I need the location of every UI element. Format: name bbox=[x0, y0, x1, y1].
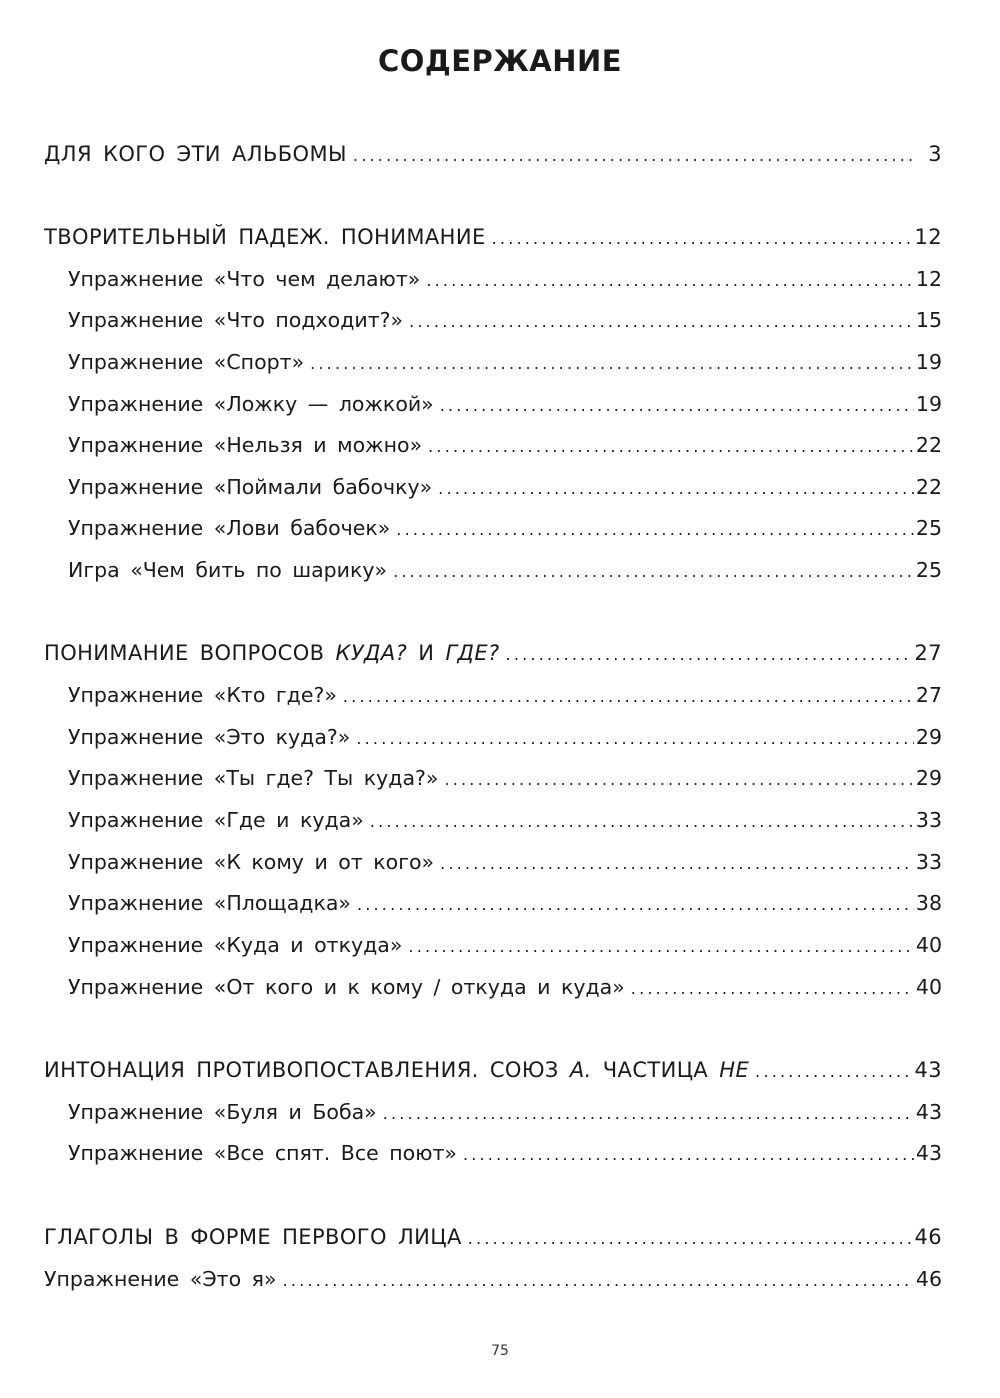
toc-page-number: 19 bbox=[915, 392, 942, 416]
toc-entry[interactable] bbox=[68, 847, 942, 877]
dot-leader bbox=[356, 724, 914, 754]
dot-leader bbox=[370, 807, 914, 837]
toc-entry[interactable] bbox=[68, 1138, 942, 1168]
dot-leader bbox=[440, 849, 914, 879]
toc-entry[interactable] bbox=[68, 264, 942, 294]
toc-entry-label: Упражнение «Куда и откуда» bbox=[68, 933, 403, 957]
dot-leader bbox=[444, 765, 913, 795]
dot-leader bbox=[396, 515, 914, 545]
toc-entry-label: Упражнение «Нельзя и можно» bbox=[68, 433, 423, 457]
toc-entry[interactable] bbox=[68, 805, 942, 835]
toc-entry-label: Упражнение «Это я» bbox=[44, 1267, 277, 1291]
heading-text: ИНТОНАЦИЯ ПРОТИВОПОСТАВЛЕНИЯ. СОЮЗ bbox=[44, 1058, 570, 1082]
toc-entry-label: Упражнение «Кто где?» bbox=[68, 683, 337, 707]
toc-entry-label: Упражнение «Площадка» bbox=[68, 891, 351, 915]
toc-entry-label: Упражнение «К кому и от кого» bbox=[68, 850, 435, 874]
toc-heading[interactable] bbox=[44, 1222, 942, 1252]
dot-leader bbox=[383, 1099, 914, 1129]
dot-leader bbox=[463, 1140, 914, 1170]
dot-leader bbox=[426, 266, 914, 296]
dot-leader bbox=[428, 432, 914, 462]
toc-heading[interactable] bbox=[44, 139, 942, 169]
toc-page-number: 46 bbox=[914, 1225, 942, 1249]
toc-entry-label: Упражнение «Что чем делают» bbox=[68, 267, 421, 291]
dot-leader bbox=[393, 557, 914, 587]
toc-entry-label: Упражнение «Спорт» bbox=[68, 350, 305, 374]
toc-page-number: 43 bbox=[915, 1141, 942, 1165]
toc-entry[interactable] bbox=[68, 555, 942, 585]
heading-italic-text: ГДЕ? bbox=[445, 641, 500, 665]
toc-entry[interactable] bbox=[68, 305, 942, 335]
page-title: СОДЕРЖАНИЕ bbox=[377, 44, 623, 78]
toc-entry[interactable] bbox=[68, 389, 942, 419]
toc-page-number: 12 bbox=[914, 225, 942, 249]
dot-leader bbox=[353, 141, 918, 171]
toc-page-number: 33 bbox=[915, 850, 942, 874]
toc-page-number: 43 bbox=[914, 1058, 942, 1082]
toc-entry-label: Упражнение «Ты где? Ты куда?» bbox=[68, 766, 439, 790]
toc-page-number: 33 bbox=[915, 808, 942, 832]
heading-text: ЧАСТИЦА bbox=[591, 1058, 720, 1082]
toc-entry-label: Игра «Чем бить по шарику» bbox=[68, 558, 388, 582]
toc-heading-label bbox=[44, 1055, 749, 1085]
toc-entry[interactable] bbox=[68, 930, 942, 960]
toc-entry[interactable] bbox=[68, 763, 942, 793]
toc-entry[interactable] bbox=[68, 1097, 942, 1127]
toc-heading-label: ДЛЯ КОГО ЭТИ АЛЬБОМЫ bbox=[44, 142, 347, 166]
toc-entry-label: Упражнение «Это куда?» bbox=[68, 725, 351, 749]
heading-text: ПОНИМАНИЕ ВОПРОСОВ bbox=[44, 641, 336, 665]
toc-page-number: 22 bbox=[915, 475, 942, 499]
toc-page-number: 27 bbox=[915, 683, 942, 707]
toc-entry[interactable] bbox=[68, 680, 942, 710]
toc-heading-label bbox=[44, 638, 500, 668]
toc-entry-label: Упражнение «От кого и к кому / откуда и куда» bbox=[68, 975, 625, 999]
toc-page-number: 40 bbox=[915, 975, 942, 999]
toc-page-number: 38 bbox=[915, 891, 942, 915]
heading-italic-text: КУДА? bbox=[335, 641, 408, 665]
heading-italic-text: А. bbox=[569, 1058, 592, 1082]
toc-entry[interactable] bbox=[68, 513, 942, 543]
toc-entry[interactable] bbox=[68, 472, 942, 502]
dot-leader bbox=[468, 1224, 913, 1254]
toc-heading-label: ГЛАГОЛЫ В ФОРМЕ ПЕРВОГО ЛИЦА bbox=[44, 1225, 462, 1249]
toc-page-number: 3 bbox=[928, 142, 942, 166]
toc-heading[interactable] bbox=[44, 222, 942, 252]
toc-entry-label: Упражнение «Лови бабочек» bbox=[68, 516, 391, 540]
toc-entry[interactable] bbox=[68, 888, 942, 918]
toc-page-number: 29 bbox=[915, 725, 942, 749]
toc-page-number: 46 bbox=[915, 1267, 942, 1291]
toc-page-number: 43 bbox=[915, 1100, 942, 1124]
dot-leader bbox=[283, 1266, 914, 1296]
dot-leader bbox=[492, 224, 913, 254]
dot-leader bbox=[755, 1057, 912, 1087]
heading-italic-text: НЕ bbox=[719, 1058, 750, 1082]
toc-entry-label: Упражнение «Все спят. Все поют» bbox=[68, 1141, 457, 1165]
dot-leader bbox=[408, 932, 914, 962]
toc-page-number: 27 bbox=[914, 641, 942, 665]
dot-leader bbox=[310, 349, 914, 379]
toc-entry-label: Упражнение «Ложку — ложкой» bbox=[68, 392, 434, 416]
toc-heading[interactable] bbox=[44, 638, 942, 668]
toc-entry-label: Упражнение «Поймали бабочку» bbox=[68, 475, 433, 499]
toc-entry[interactable] bbox=[68, 347, 942, 377]
toc-heading-label: ТВОРИТЕЛЬНЫЙ ПАДЕЖ. ПОНИМАНИЕ bbox=[44, 225, 486, 249]
toc-page-number: 25 bbox=[915, 516, 942, 540]
toc-page-number: 29 bbox=[915, 766, 942, 790]
toc-entry[interactable] bbox=[68, 430, 942, 460]
dot-leader bbox=[409, 307, 914, 337]
dot-leader bbox=[631, 974, 914, 1004]
heading-text: И bbox=[407, 641, 446, 665]
toc-page-number: 25 bbox=[915, 558, 942, 582]
toc-page-number: 19 bbox=[915, 350, 942, 374]
toc-entry[interactable] bbox=[68, 972, 942, 1002]
dot-leader bbox=[506, 640, 913, 670]
toc-entry[interactable] bbox=[44, 1264, 942, 1294]
dot-leader bbox=[357, 890, 914, 920]
toc-entry[interactable] bbox=[68, 722, 942, 752]
toc-entry-label: Упражнение «Что подходит?» bbox=[68, 308, 404, 332]
toc-page-number: 22 bbox=[915, 433, 942, 457]
toc-page-number: 12 bbox=[915, 267, 942, 291]
toc-page-number: 40 bbox=[915, 933, 942, 957]
dot-leader bbox=[440, 391, 914, 421]
toc-page-number: 15 bbox=[915, 308, 942, 332]
dot-leader bbox=[438, 474, 914, 504]
toc-entry-label: Упражнение «Буля и Боба» bbox=[68, 1100, 377, 1124]
dot-leader bbox=[343, 682, 914, 712]
page-number-footer: 75 bbox=[491, 1343, 509, 1359]
toc-heading[interactable] bbox=[44, 1055, 942, 1085]
toc-entry-label: Упражнение «Где и куда» bbox=[68, 808, 364, 832]
